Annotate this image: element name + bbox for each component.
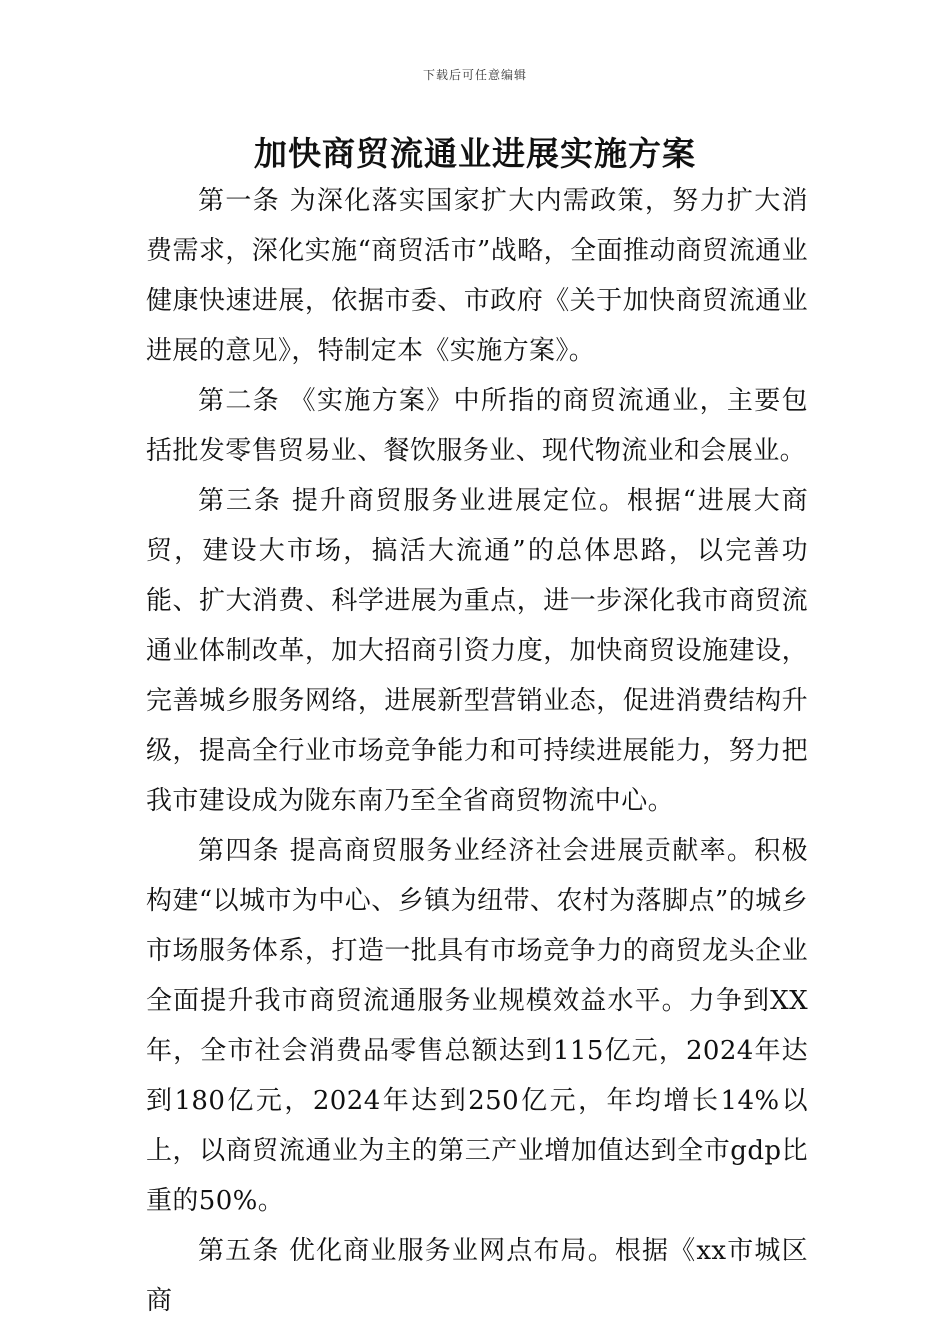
paragraph-article-1: 第一条 为深化落实国家扩大内需政策，努力扩大消费需求，深化实施“商贸活市”战略，全面推动商贸流通业健康快速进展，依据市委、市政府《关于加快商贸流通业进展的意见》，特制定本《实施方案》。	[146, 186, 808, 366]
paragraph-article-3: 第三条 提升商贸服务业进展定位。根据“进展大商贸，建设大市场，搞活大流通”的总体思路，以完善功能、扩大消费、科学进展为重点，进一步深化我市商贸流通业体制改革，加大招商引资力度，加快商贸设施建设，完善城乡服务网络，进展新型营销业态，促进消费结构升级，提高全行业市场竞争能力和可持续进展能力，努力把我市建设成为陇东南乃至全省商贸物流中心。	[146, 486, 808, 816]
document-title: 加快商贸流通业进展实施方案	[254, 134, 696, 173]
paragraph-article-5: 第五条 优化商业服务业网点布局。根据《xx市城区商	[146, 1236, 808, 1316]
header-note: 下载后可任意编辑	[422, 68, 527, 82]
paragraph-article-4: 第四条 提高商贸服务业经济社会进展贡献率。积极构建“以城市为中心、乡镇为纽带、农村为落脚点”的城乡市场服务体系，打造一批具有市场竞争力的商贸龙头企业全面提升我市商贸流通服务业规模效益水平。力争到XX年，全市社会消费品零售总额达到115亿元，2024年达到180亿元，2024年达到250亿元，年均增长14%以上，以商贸流通业为主的第三产业增加值达到全市gdp比重的50%。	[146, 836, 808, 1216]
paragraph-article-2: 第二条 《实施方案》中所指的商贸流通业，主要包括批发零售贸易业、餐饮服务业、现代物流业和会展业。	[146, 386, 808, 466]
document-body	[146, 176, 808, 1326]
